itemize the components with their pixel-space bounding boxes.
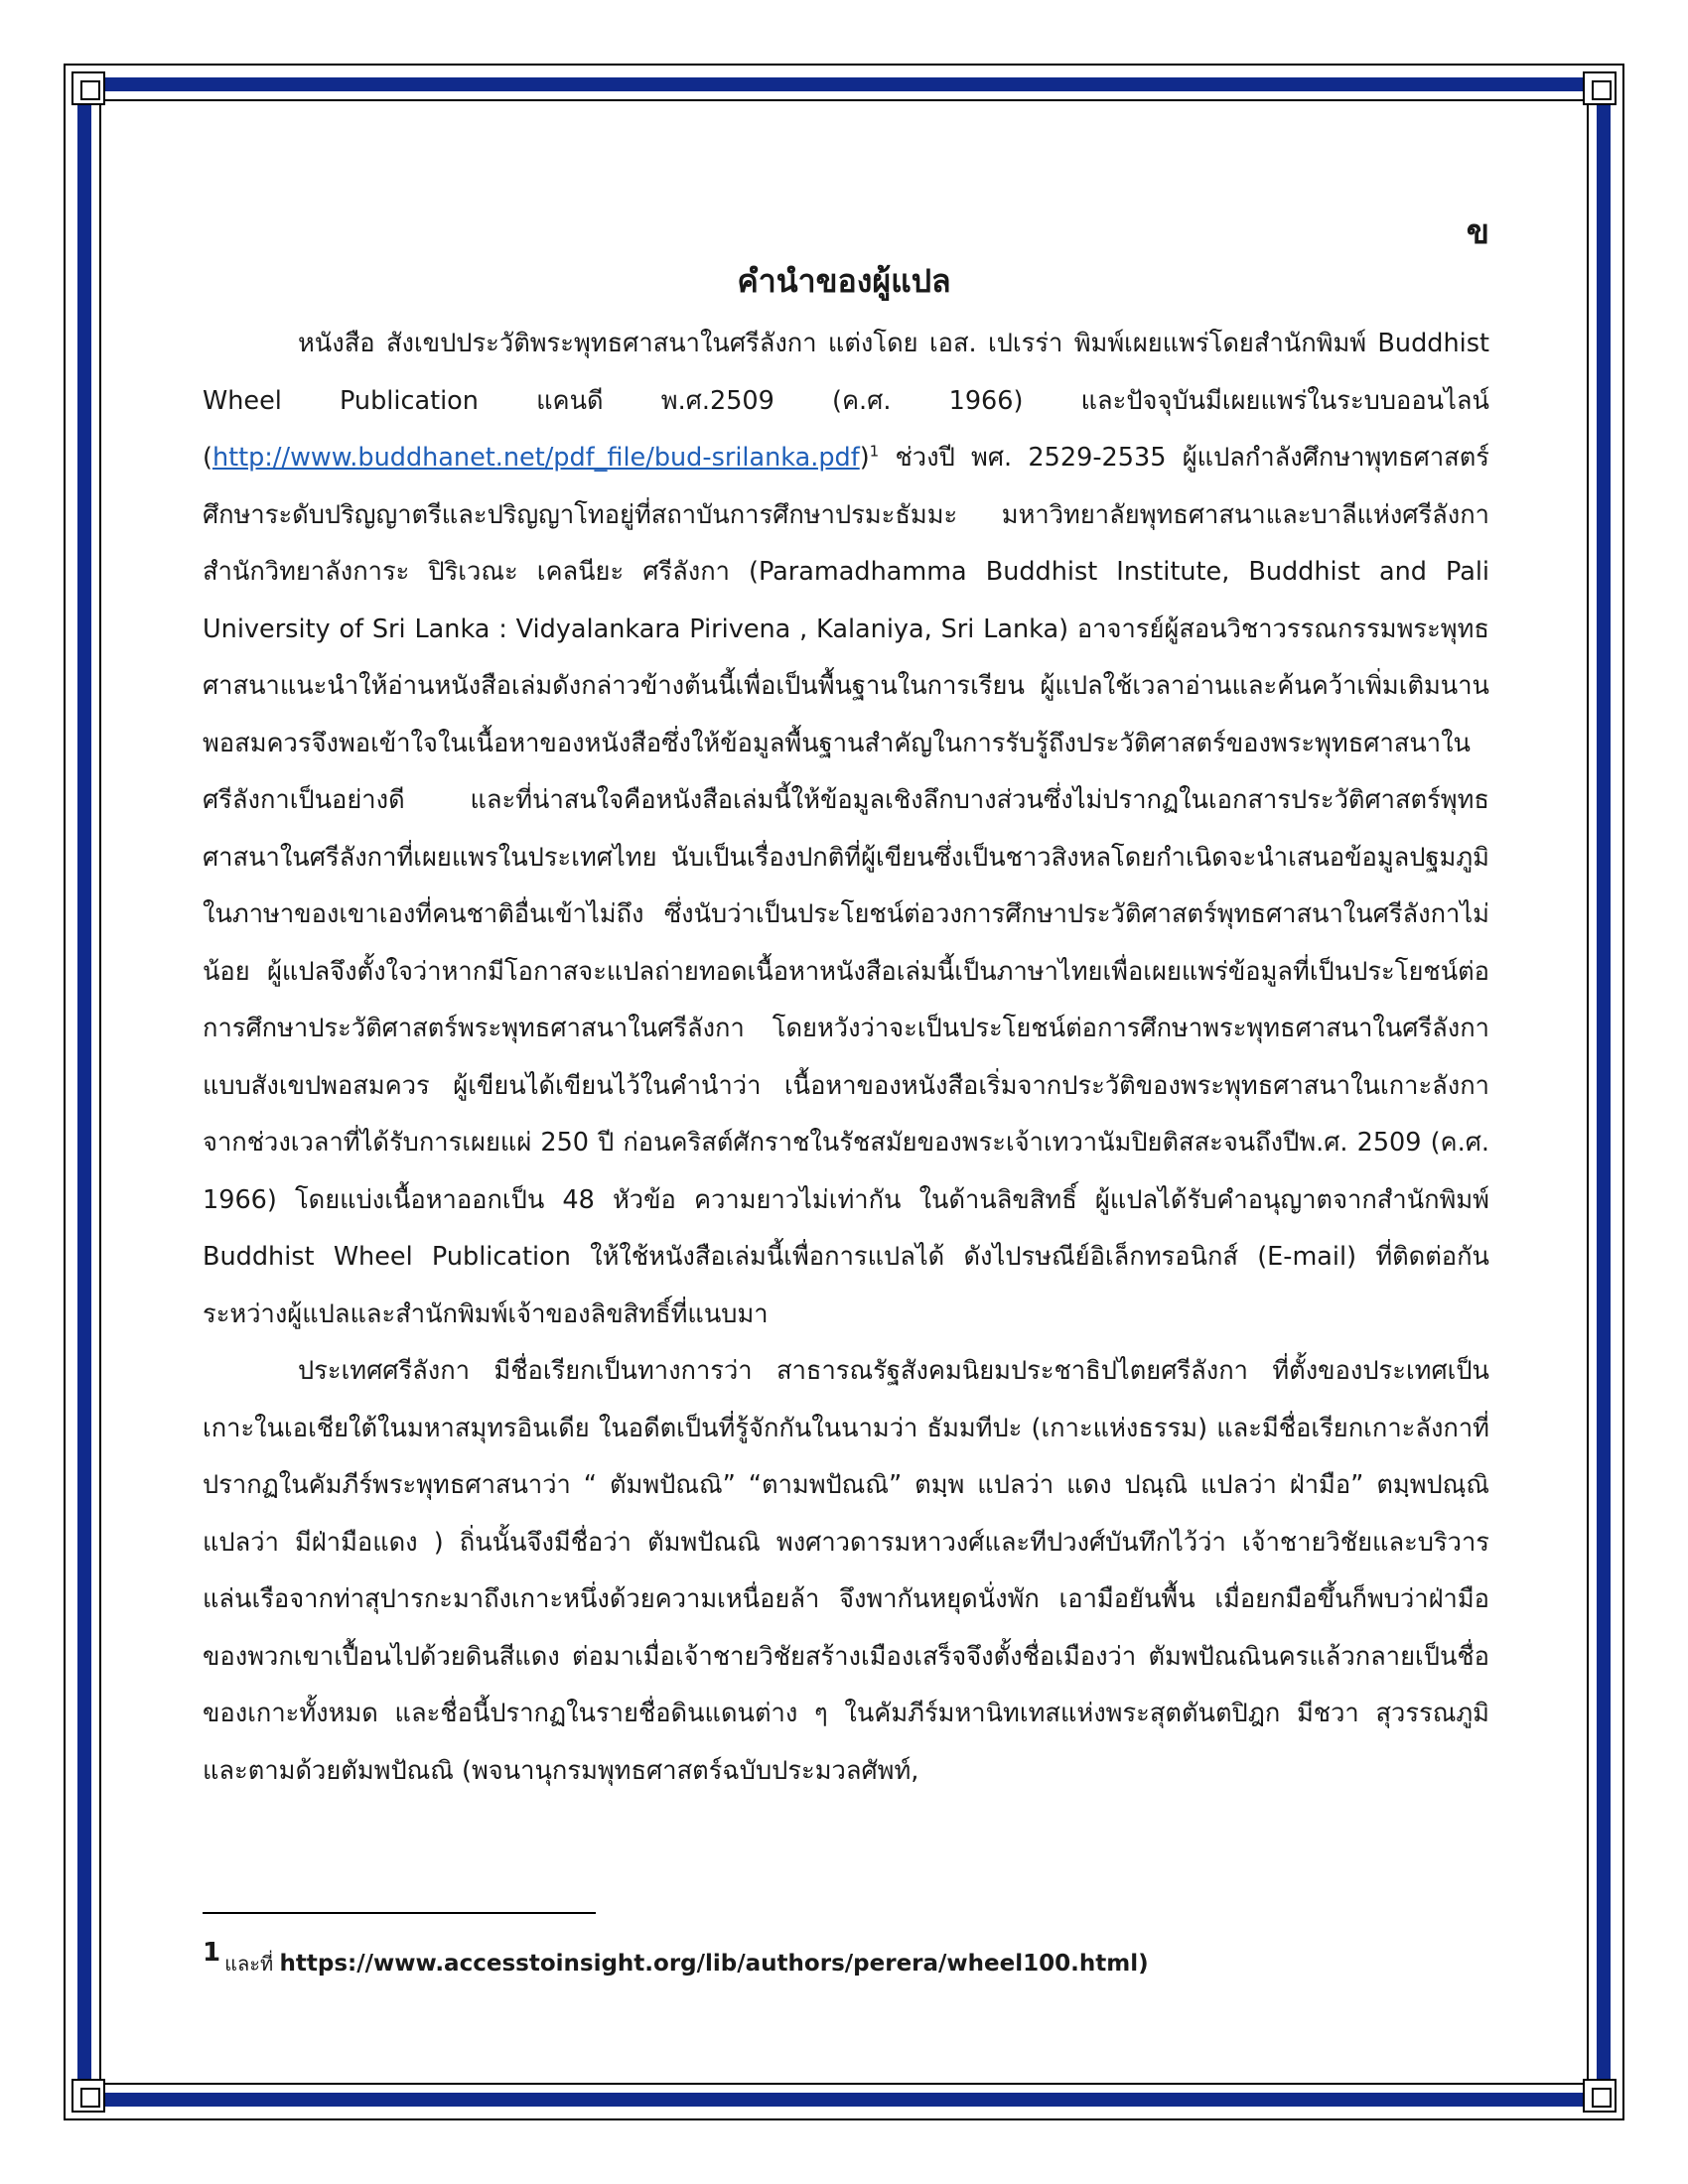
page-title: คำนำของผู้แปล [737, 262, 951, 300]
footnote-separator [203, 1912, 596, 1914]
source-link[interactable]: http://www.buddhanet.net/pdf_file/bud-srilanka.pdf [211, 443, 860, 473]
body-text [203, 316, 1489, 1800]
paragraph-2: ประเทศศรีลังกา มีชื่อเรียกเป็นทางการว่า สาธารณรัฐสังคมนิยมประชาธิปไตยศรีลังกา ที่ตั้งของประเทศเป็นเกาะในเอเชียใต้ในมหาสมุทรอินเดีย ในอดีตเป็นที่รู้จักกันในนามว่า ธัมมทีปะ (เกาะแห่งธรรม) และมีชื่อเรียกเกาะลังกาที่ปรากฏในคัมภีร์พระพุทธศาสนาว่า “ ตัมพปัณณิ” “ตามพปัณณิ” ตมฺพ แปลว่า แดง ปณฺณิ แปลว่า ฝ่ามือ” ตมฺพปณฺณิ แปลว่า มีฝ่ามือแดง ) ถิ่นนั้นจึงมีชื่อว่า ตัมพปัณณิ พงศาวดารมหาวงศ์และทีปวงศ์บันทึกไว้ว่า เจ้าชายวิชัยและบริวารแล่นเรือจากท่าสุปารกะมาถึงเกาะหนึ่งด้วยความเหนื่อยล้า จึงพากันหยุดนั่งพัก เอามือยันพื้น เมื่อยกมือขึ้นก็พบว่าฝ่ามือของพวกเขาเปื้อนไปด้วยดินสีแดง ต่อมาเมื่อเจ้าชายวิชัยสร้างเมืองเสร็จจึงตั้งชื่อเมืองว่า ตัมพปัณณินครแล้วกลายเป็นชื่อของเกาะทั้งหมด และชื่อนี้ปรากฏในรายชื่อดินแดนต่าง ๆ ในคัมภีร์มหานิทเทสแห่งพระสุตตันตปิฎก มีชวา สุวรรณภูมิและตามด้วยตัมพปัณณิ (พจนานุกรมพุทธศาสตร์ฉบับประมวลศัพท์, [203, 1356, 1489, 1786]
footnote-url[interactable]: https://www.accesstoinsight.org/lib/authors/perera/wheel100.html) [279, 1951, 1149, 1977]
paragraph-1-intro: หนังสือ สังเขปประวัติพระพุทธศาสนาในศรีลังกา แต่งโดย เอส. เปเรร่า พิมพ์เผยแพร่โดยสำนักพิมพ์ Buddhist Wheel Publication แคนดี พ.ศ.2509 (ค.ศ. 1966) และปัจจุบันมีเผยแพร่ในระบบออนไลน์ ( [203, 329, 1489, 473]
paragraph-1-paren: ) [859, 443, 870, 473]
corner-ornament [1583, 2079, 1617, 2113]
page-number: ข [1466, 212, 1489, 252]
corner-ornament [71, 2079, 105, 2113]
corner-ornament [71, 71, 105, 105]
footnote-reference[interactable]: 1 [869, 442, 880, 461]
footnote-prefix: และที่ [224, 1952, 280, 1976]
corner-ornament [1583, 71, 1617, 105]
paragraph-1-body: ช่วงปี พศ. 2529-2535 ผู้แปลกำลังศึกษาพุทธศาสตร์ศึกษาระดับปริญญาตรีและปริญญาโทอยู่ที่สถาบันการศึกษาปรมะธัมมะ มหาวิทยาลัยพุทธศาสนาและบาลีแห่งศรีลังกาสำนักวิทยาลังการะ ปิริเวณะ เคลนียะ ศรีลังกา (Paramadhamma Buddhist Institute, Buddhist and Pali University of Sri Lanka : Vidyalankara Pirivena , Kalaniya, Sri Lanka) อาจารย์ผู้สอนวิชาวรรณกรรมพระพุทธศาสนาแนะนำให้อ่านหนังสือเล่มดังกล่าวข้างต้นนี้เพื่อเป็นพื้นฐานในการเรียน ผู้แปลใช้เวลาอ่านและค้นคว้าเพิ่มเติมนานพอสมควรจึงพอเข้าใจในเนื้อหาของหนังสือซึ่งให้ข้อมูลพื้นฐานสำคัญในการรับรู้ถึงประวัติศาสตร์ของพระพุทธศาสนาในศรีลังกาเป็นอย่างดี และที่น่าสนใจคือหนังสือเล่มนี้ให้ข้อมูลเชิงลึกบางส่วนซึ่งไม่ปรากฏในเอกสารประวัติศาสตร์พุทธศาสนาในศรีลังกาที่เผยแพรในประเทศไทย นับเป็นเรื่องปกติที่ผู้เขียนซึ่งเป็นชาวสิงหลโดยกำเนิดจะนำเสนอข้อมูลปฐมภูมิในภาษาของเขาเองที่คนชาติอื่นเข้าไม่ถึง ซึ่งนับว่าเป็นประโยชน์ต่อวงการศึกษาประวัติศาสตร์พุทธศาสนาในศรีลังกาไม่น้อย ผู้แปลจึงตั้งใจว่าหากมีโอกาสจะแปลถ่ายทอดเนื้อหาหนังสือเล่มนี้เป็นภาษาไทยเพื่อเผยแพร่ข้อมูลที่เป็นประโยชน์ต่อการศึกษาประวัติศาสตร์พระพุทธศาสนาในศรีลังกา โดยหวังว่าจะเป็นประโยชน์ต่อการศึกษาพระพุทธศาสนาในศรีลังกาแบบสังเขปพอสมควร ผู้เขียนได้เขียนไว้ในคำนำว่า เนื้อหาของหนังสือเริ่มจากประวัติของพระพุทธศาสนาในเกาะลังกาจากช่วงเวลาที่ได้รับการเผยแผ่ 250 ปี ก่อนคริสต์ศักราชในรัชสมัยของพระเจ้าเทวานัมปิยติสสะจนถึงปีพ.ศ. 2509 (ค.ศ. 1966) โดยแบ่งเนื้อหาออกเป็น 48 หัวข้อ ความยาวไม่เท่ากัน ในด้านลิขสิทธิ์ ผู้แปลได้รับคำอนุญาตจากสำนักพิมพ์ Buddhist Wheel Publication ให้ใช้หนังสือเล่มนี้เพื่อการแปลได้ ดังไปรษณีย์อิเล็กทรอนิกส์ (E-mail) ที่ติดต่อกันระหว่างผู้แปลและสำนักพิมพ์เจ้าของลิขสิทธิ์ที่แนบมา [203, 443, 1489, 1329]
footnote [203, 1938, 1149, 1979]
paragraph-1 [203, 316, 1489, 1343]
footnote-number: 1 [203, 1938, 221, 1968]
